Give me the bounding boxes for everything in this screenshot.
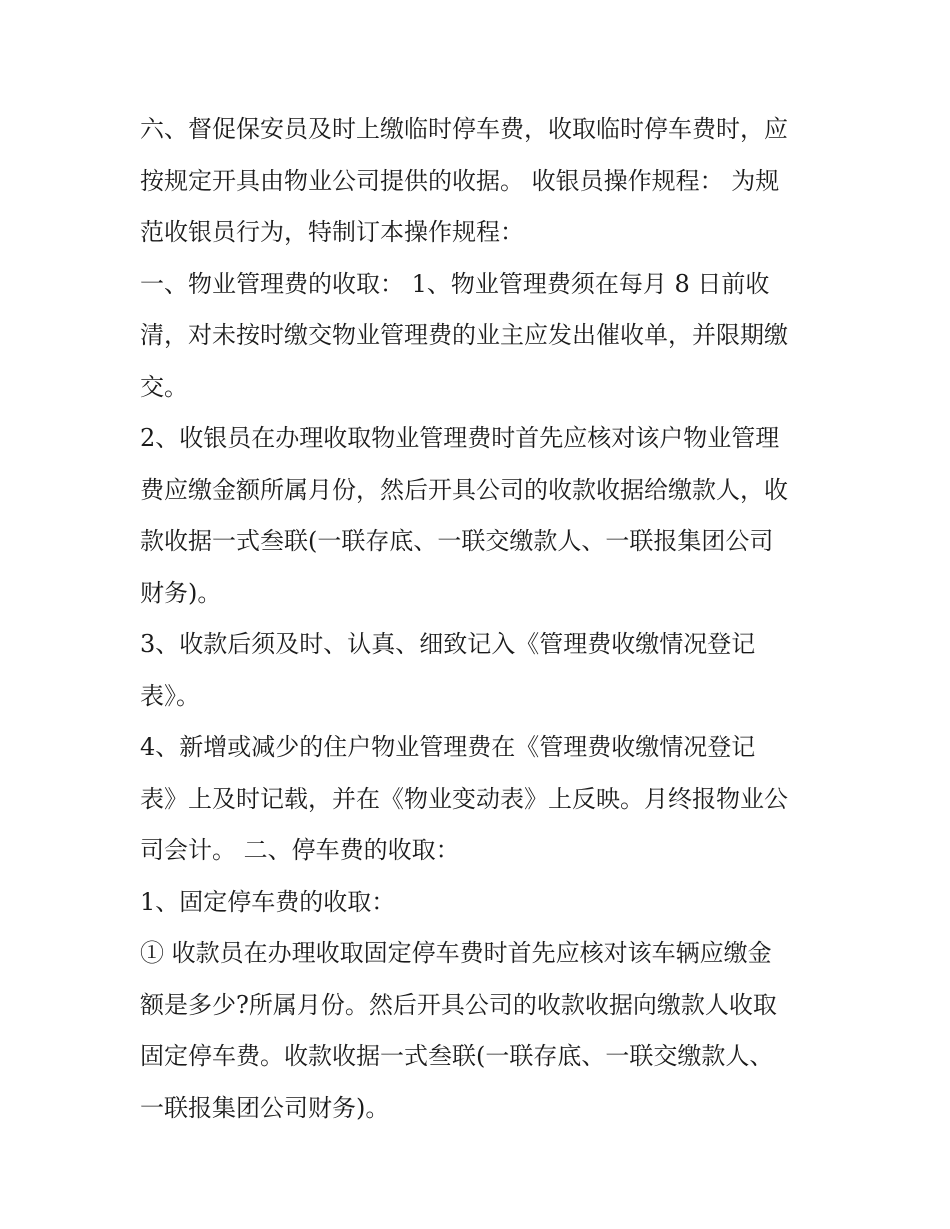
text-line: 费应缴金额所属月份，然后开具公司的收款收据给缴款人，收 [140, 475, 788, 504]
text-line: 1、固定停车费的收取： [140, 887, 396, 916]
text-line: 一联报集团公司财务)。 [140, 1093, 390, 1122]
text-line: 财务)。 [140, 578, 222, 607]
text-line: 交。 [140, 372, 188, 401]
text-line: 六、督促保安员及时上缴临时停车费，收取临时停车费时，应 [140, 115, 788, 143]
text-line: 额是多少?所属月份。然后开具公司的收款收据向缴款人收取 [140, 990, 777, 1019]
text-line: 款收据一式叁联(一联存底、一联交缴款人、一联报集团公司 [140, 527, 774, 555]
text-line: 司会计。 二、停车费的收取： [140, 836, 460, 864]
text-line: 范收银员行为，特制订本操作规程： [140, 218, 524, 246]
text-line: 表》上及时记载，并在《物业变动表》上反映。月终报物业公 [140, 784, 788, 813]
text-line: 清，对未按时缴交物业管理费的业主应发出催收单，并限期缴 [140, 321, 788, 349]
text-line: 2、收银员在办理收取物业管理费时首先应核对该户物业管理 [140, 424, 780, 452]
text-line: ① 收款员在办理收取固定停车费时首先应核对该车辆应缴金 [140, 939, 772, 967]
text-line: 3、收款后须及时、认真、细致记入《管理费收缴情况登记 [140, 630, 756, 658]
text-line: 固定停车费。收款收据一式叁联(一联存底、一联交缴款人、 [140, 1042, 774, 1070]
text-line: 4、新增或减少的住户物业管理费在《管理费收缴情况登记 [140, 733, 756, 761]
text-line: 按规定开具由物业公司提供的收据。 收银员操作规程： 为规 [140, 166, 780, 195]
text-line: 一、物业管理费的收取： 1、物业管理费须在每月 8 日前收 [140, 269, 770, 298]
document-body [140, 104, 820, 1134]
text-line: 表》。 [140, 681, 200, 710]
